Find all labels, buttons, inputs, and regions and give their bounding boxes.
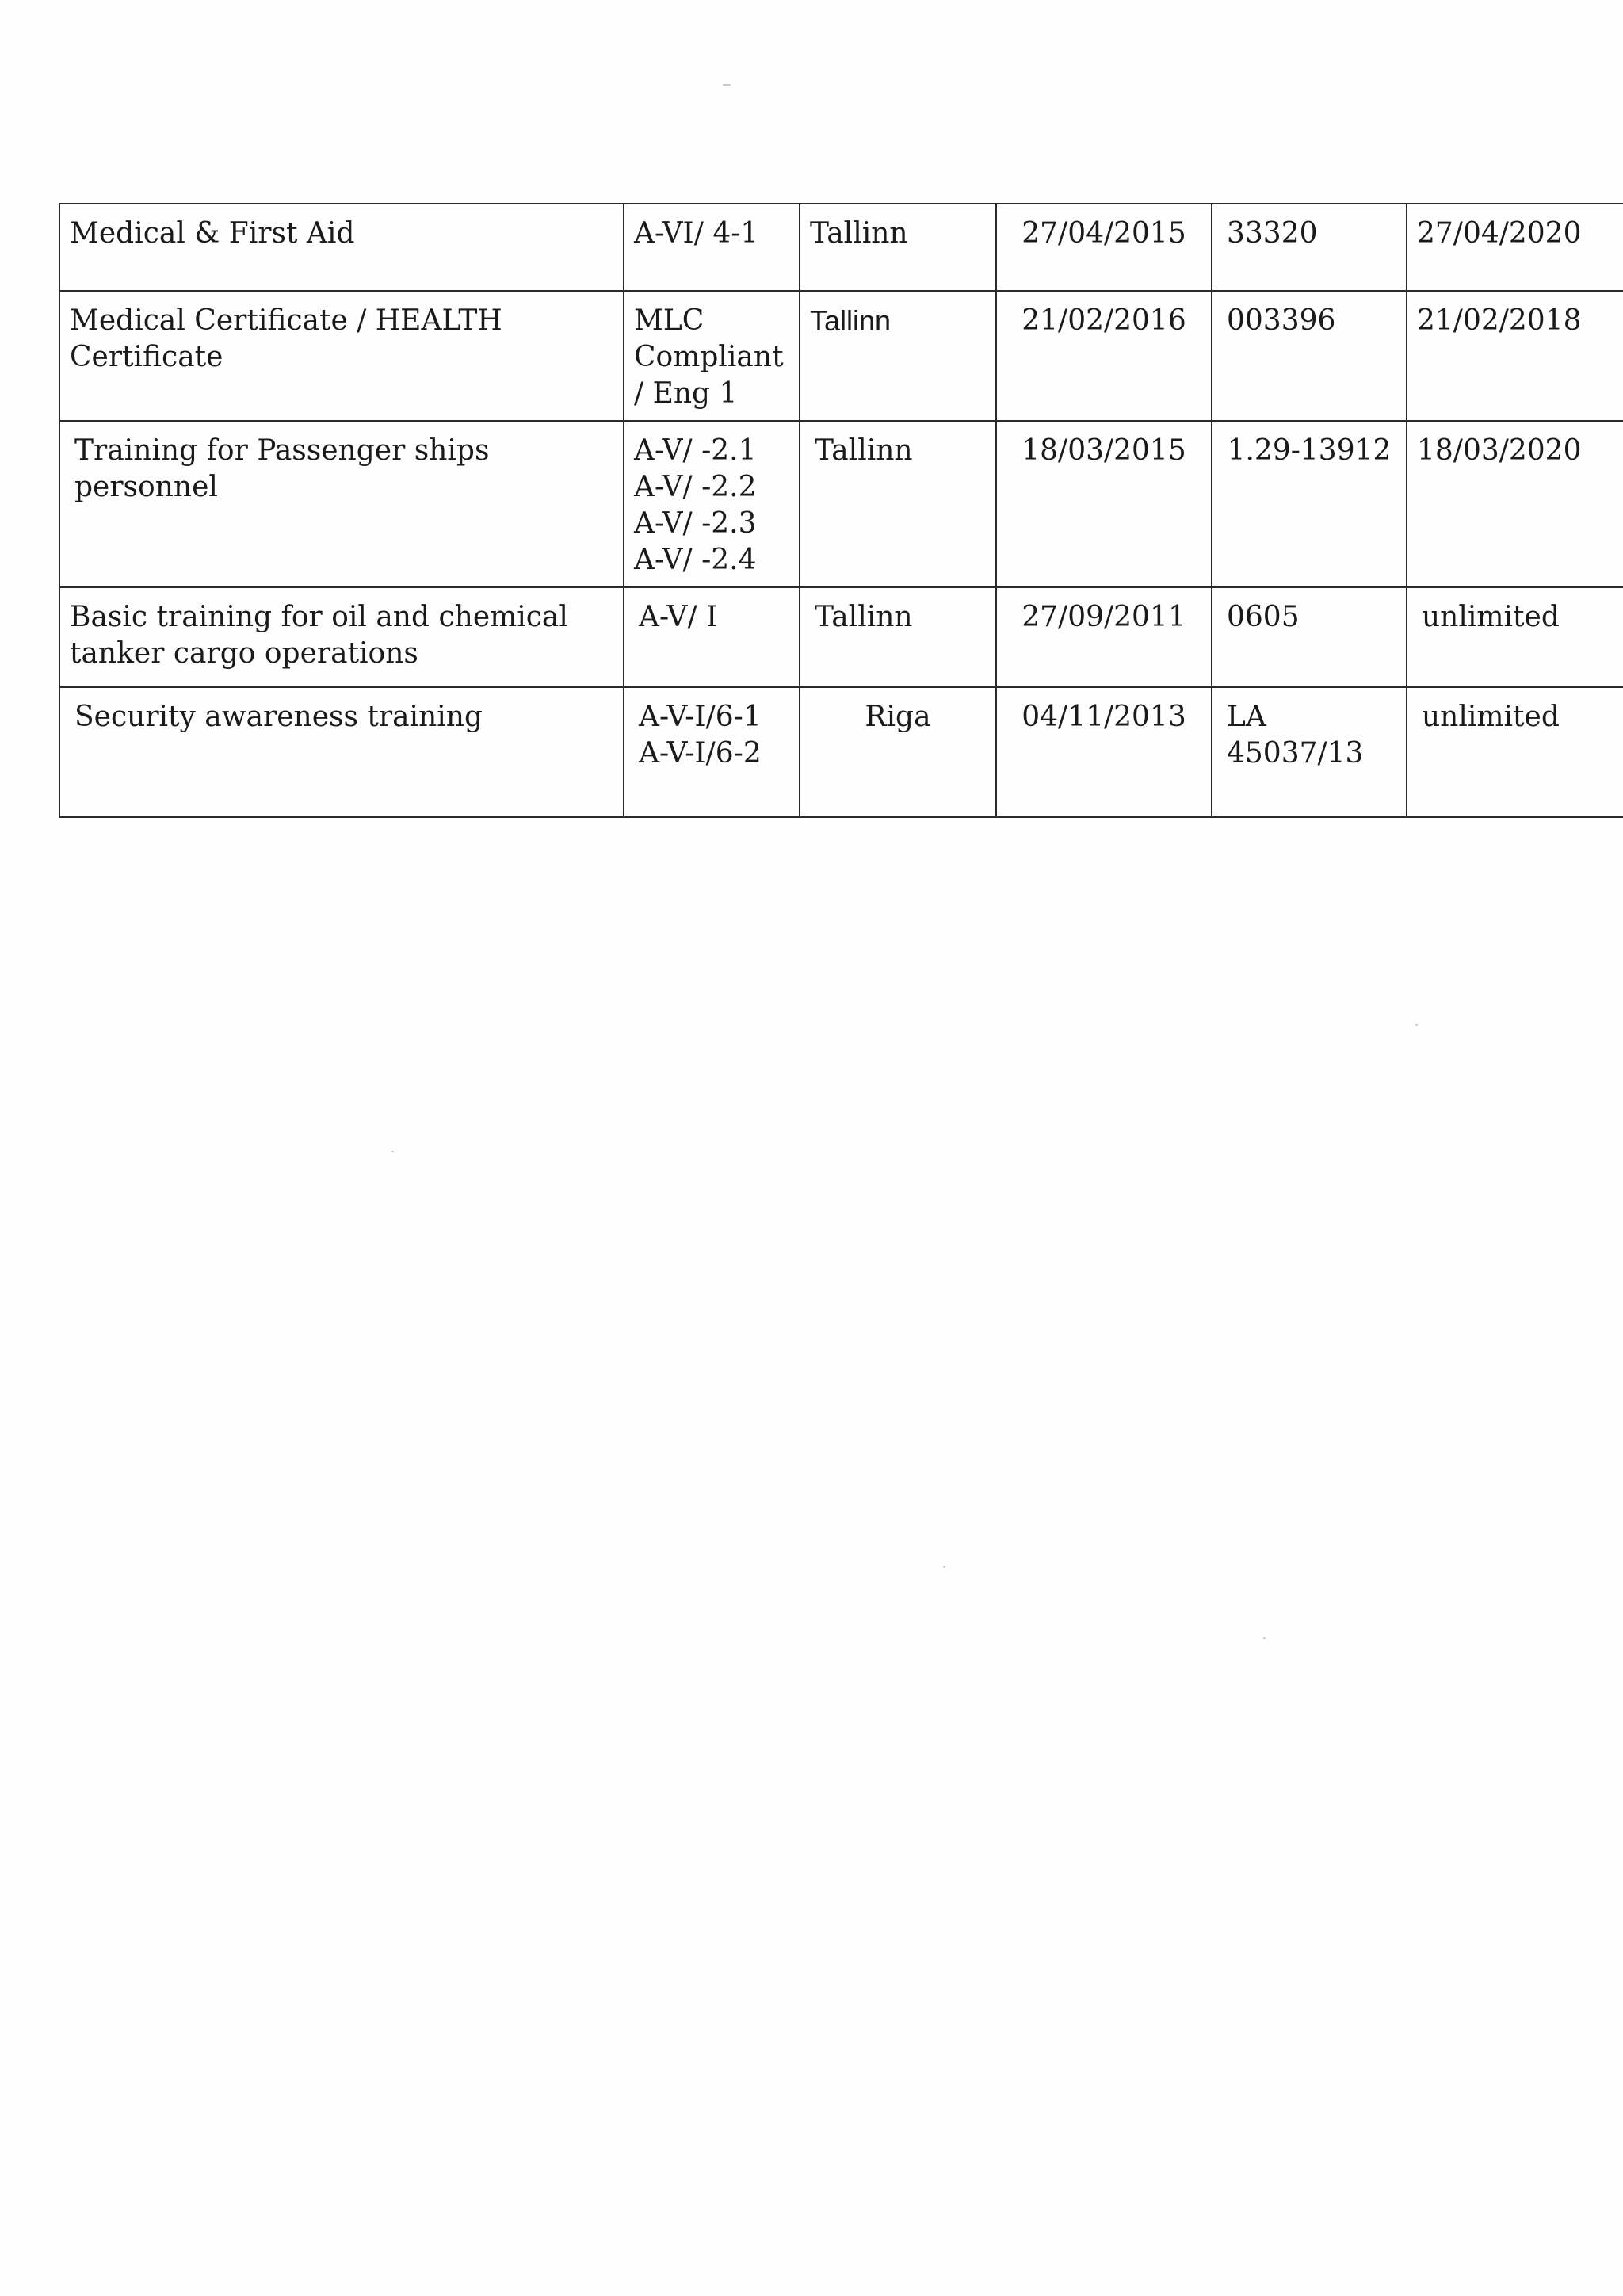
certificate-name: Medical Certificate / HEALTH Certificate: [70, 304, 502, 373]
issue-date: 27/04/2015: [1022, 217, 1186, 250]
expiry-date-cell: [1407, 587, 1623, 687]
scan-artifact: [723, 84, 731, 86]
certificate-name: Basic training for oil and chemical tanker cargo operations: [70, 601, 568, 670]
issue-date: 27/09/2011: [1022, 601, 1186, 633]
certificate-number-line: 1.29-13912: [1227, 434, 1392, 467]
scan-artifact: [1415, 1024, 1418, 1026]
reference-line: A-V-I/6-2: [639, 737, 762, 770]
place-cell: [800, 291, 996, 421]
certificate-number-cell: [1212, 421, 1407, 587]
place-cell: [800, 587, 996, 687]
reference-cell: [624, 587, 800, 687]
reference-cell: [624, 421, 800, 587]
certificate-number-line: LA: [1227, 701, 1266, 733]
reference-line: A-V/ -2.3: [634, 507, 757, 540]
reference-cell: [624, 291, 800, 421]
reference-line: A-V/ -2.2: [634, 471, 757, 503]
expiry-date-cell: [1407, 687, 1623, 817]
table-row: [59, 587, 1623, 687]
certificate-number-cell: [1212, 687, 1407, 817]
issue-date-cell: [996, 291, 1212, 421]
place-cell: [800, 687, 996, 817]
reference-line: / Eng 1: [634, 377, 738, 410]
certificate-name-cell: [59, 421, 624, 587]
reference-line: A-V/ -2.4: [634, 544, 757, 576]
reference-cell: [624, 204, 800, 291]
issue-date-cell: [996, 587, 1212, 687]
issue-date-cell: [996, 204, 1212, 291]
certificate-number-line: 0605: [1227, 601, 1300, 633]
certificate-number-cell: [1212, 204, 1407, 291]
certificates-table: [59, 203, 1623, 818]
table-row: [59, 291, 1623, 421]
expiry-date: unlimited: [1422, 601, 1560, 633]
expiry-date: unlimited: [1422, 701, 1560, 733]
expiry-date: 18/03/2020: [1417, 434, 1582, 467]
expiry-date-cell: [1407, 291, 1623, 421]
certificate-name-cell: [59, 291, 624, 421]
issue-date: 04/11/2013: [1022, 701, 1186, 733]
table-row: [59, 204, 1623, 291]
certificate-number-line: 33320: [1227, 217, 1318, 250]
expiry-date: 21/02/2018: [1417, 304, 1582, 337]
reference-line: MLC: [634, 304, 705, 337]
certificate-name: Security awareness training: [74, 701, 483, 733]
certificate-name: Medical & First Aid: [70, 217, 355, 250]
place-of-issue: Tallinn: [815, 434, 913, 467]
issue-date: 18/03/2015: [1022, 434, 1186, 467]
expiry-date-cell: [1407, 421, 1623, 587]
reference-line: A-V/ I: [639, 601, 718, 633]
place-cell: [800, 421, 996, 587]
place-of-issue: Tallinn: [810, 217, 908, 250]
expiry-date: 27/04/2020: [1417, 217, 1582, 250]
table-row: [59, 421, 1623, 587]
table-row: [59, 687, 1623, 817]
place-of-issue: Tallinn: [810, 304, 892, 337]
reference-line: A-VI/ 4-1: [634, 217, 759, 250]
scan-artifact: [1263, 1637, 1266, 1639]
scan-artifact: [391, 1151, 394, 1152]
certificate-number-cell: [1212, 291, 1407, 421]
certificate-name-cell: [59, 587, 624, 687]
place-of-issue: Riga: [865, 701, 931, 733]
issue-date-cell: [996, 421, 1212, 587]
certificate-number-cell: [1212, 587, 1407, 687]
reference-line: Compliant: [634, 341, 784, 373]
reference-line: A-V-I/6-1: [639, 701, 762, 733]
certificate-name: Training for Passenger ships personnel: [74, 434, 490, 503]
certificate-name-cell: [59, 687, 624, 817]
certificate-number-line: 003396: [1227, 304, 1336, 337]
certificate-number-line: 45037/13: [1227, 737, 1364, 770]
issue-date-cell: [996, 687, 1212, 817]
issue-date: 21/02/2016: [1022, 304, 1186, 337]
reference-cell: [624, 687, 800, 817]
place-of-issue: Tallinn: [815, 601, 913, 633]
certificate-name-cell: [59, 204, 624, 291]
reference-line: A-V/ -2.1: [634, 434, 757, 467]
place-cell: [800, 204, 996, 291]
expiry-date-cell: [1407, 204, 1623, 291]
scan-artifact: [943, 1566, 945, 1568]
